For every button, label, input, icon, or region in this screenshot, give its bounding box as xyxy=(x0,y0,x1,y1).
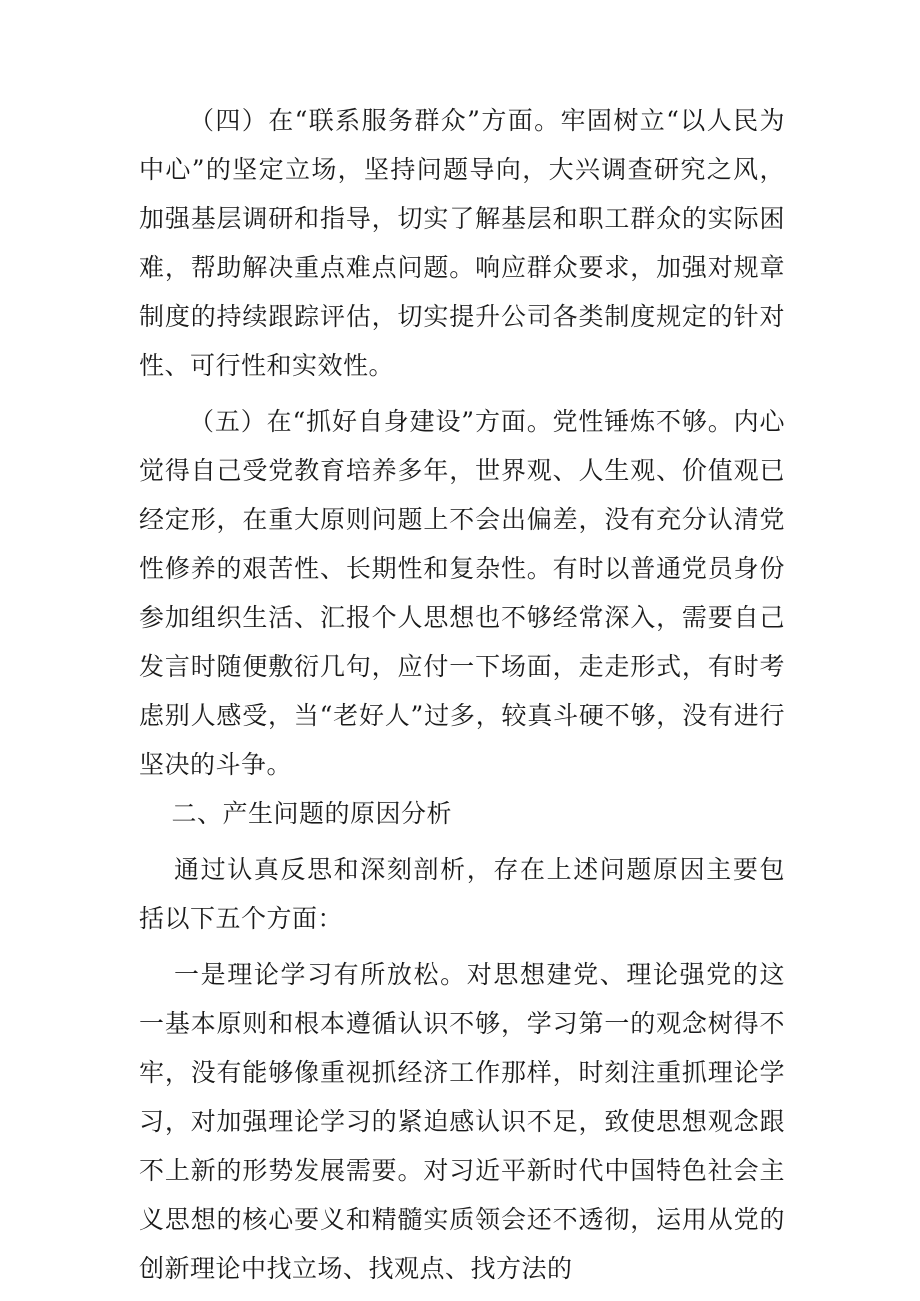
paragraph-theory-study: 一是理论学习有所放松。对思想建党、理论强党的这一基本原则和根本遵循认识不够，学习第一的观念树得不牢，没有能够像重视抓经济工作那样，时刻注重抓理论学习，对加强理论学习的紧迫感认识不足，致使思想观念跟不上新的形势发展需要。对习近平新时代中国特色社会主义思想的核心要义和精髓实质领会还不透彻，运用从党的创新理论中找立场、找观点、找方法的 xyxy=(139,960,785,1283)
paragraph-self-construction: （五）在“抓好自身建设”方面。党性锤炼不够。内心觉得自己受党教育培养多年，世界观、人生观、价值观已经定形，在重大原则问题上不会出偏差，没有充分认清党性修养的艰苦性、长期性和复杂性。有时以普通党员身份参加组织生活、汇报个人思想也不够经常深入，需要自己发言时随便敷衍几句，应付一下场面，走走形式，有时考虑别人感受，当“老好人”过多，较真斗硬不够，没有进行坚决的斗争。 xyxy=(139,407,785,779)
paragraph-intro: 通过认真反思和深刻剖析，存在上述问题原因主要包括以下五个方面： xyxy=(139,855,785,933)
section-heading-cause-analysis: 二、产生问题的原因分析 xyxy=(171,799,453,828)
paragraph-service-masses: （四）在“联系服务群众”方面。牢固树立“以人民为中心”的坚定立场，坚持问题导向，大兴调查研究之风，加强基层调研和指导，切实了解基层和职工群众的实际困难，帮助解决重点难点问题。响应群众要求，加强对规章制度的持续跟踪评估，切实提升公司各类制度规定的针对性、可行性和实效性。 xyxy=(139,106,785,380)
document-body xyxy=(139,96,785,1293)
